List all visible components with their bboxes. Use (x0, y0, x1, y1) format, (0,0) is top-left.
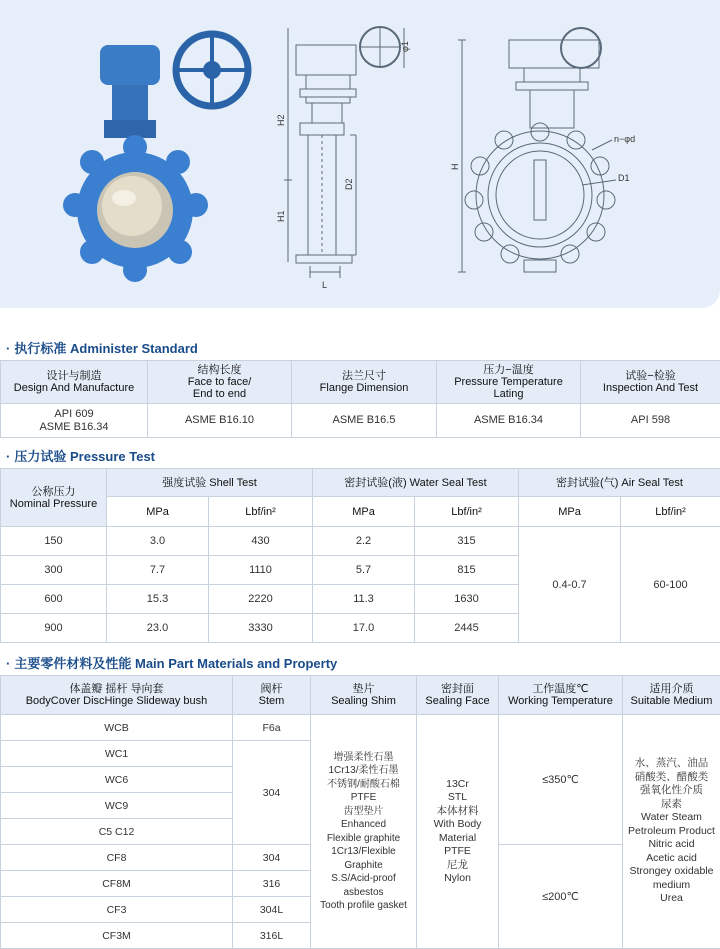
label-h: H (450, 164, 460, 171)
materials-header-row (1, 676, 720, 715)
valve-photo (63, 34, 248, 282)
standard-header-design: 设计与制造 Design And Manufacture (1, 361, 148, 404)
table-row (1, 527, 720, 556)
water-mpa-cell: 2.2 (313, 527, 415, 556)
standard-header-row (1, 361, 720, 404)
water-lbf-cell: 315 (415, 527, 519, 556)
pressure-unit-row (1, 497, 720, 527)
label-n-phi-d: n−φd (614, 134, 635, 144)
unit-air-mpa: MPa (519, 497, 621, 527)
shim-cell: 增强柔性石墨 1Cr13/柔性石墨 不锈钢/耐酸石棉 PTFE 齿型垫片 Enhanced Flexible graphite 1Cr13/Flexible Graphite S.S/Acid-proof asbestos Tooth profile gasket (311, 715, 417, 949)
standard-value-design: API 609 ASME B16.34 (1, 404, 148, 438)
body-cell: WC9 (1, 793, 233, 819)
standard-value-inspection: API 598 (581, 404, 720, 438)
pressure-section-title: · 压力试验 Pressure Test (6, 446, 155, 465)
materials-header-stem: 阀杆 Stem (233, 676, 311, 715)
standard-header-inspection: 试验−检验 Inspection And Test (581, 361, 720, 404)
body-cell: WC1 (1, 741, 233, 767)
bullet-dot: · (6, 341, 10, 356)
pressure-nominal-header: 公称压力 Nominal Pressure (1, 469, 107, 527)
materials-header-temp: 工作温度℃ Working Temperature (499, 676, 623, 715)
side-view-drawing (284, 27, 404, 278)
label-h1: H1 (276, 210, 286, 222)
standard-header-face: 结构长度 Face to face/ End to end (148, 361, 292, 404)
valve-illustration (0, 0, 720, 308)
unit-water-lbf: Lbf/in² (415, 497, 519, 527)
standard-value-row (1, 404, 720, 438)
unit-shell-mpa: MPa (107, 497, 209, 527)
shell-lbf-cell: 2220 (209, 585, 313, 614)
unit-shell-lbf: Lbf/in² (209, 497, 313, 527)
bullet-dot: · (6, 656, 10, 671)
standard-section-title: · 执行标准 Administer Standard (6, 338, 198, 357)
unit-air-lbf: Lbf/in² (621, 497, 720, 527)
water-lbf-cell: 1630 (415, 585, 519, 614)
body-cell: CF3M (1, 923, 233, 949)
label-h2: H2 (276, 114, 286, 126)
stem-cell: 316 (233, 871, 311, 897)
medium-cell: 水、蒸汽、油品 硝酸类、醋酸类 强氧化性介质 尿素 Water Steam Petroleum Product Nitric acid Acetic acid Strongey oxidable medium Urea (623, 715, 720, 949)
body-cell: CF8 (1, 845, 233, 871)
front-view-drawing (458, 28, 616, 272)
body-cell: WC6 (1, 767, 233, 793)
nominal-cell: 600 (1, 585, 107, 614)
stem-cell: 316L (233, 923, 311, 949)
standard-value-face: ASME B16.10 (148, 404, 292, 438)
drawing-panel (0, 0, 720, 308)
standard-header-pressure-temp: 压力−温度 Pressure Temperature Lating (437, 361, 581, 404)
shell-mpa-cell: 23.0 (107, 614, 209, 643)
air-mpa-cell: 0.4-0.7 (519, 527, 621, 643)
pressure-group-shell: 强度试验 Shell Test (107, 469, 313, 497)
nominal-cell: 900 (1, 614, 107, 643)
stem-cell: F6a (233, 715, 311, 741)
pressure-group-water: 密封试验(液) Water Seal Test (313, 469, 519, 497)
table-row (1, 715, 720, 741)
pressure-group-air: 密封试验(气) Air Seal Test (519, 469, 720, 497)
standard-value-flange: ASME B16.5 (292, 404, 437, 438)
shell-lbf-cell: 3330 (209, 614, 313, 643)
materials-section-title: · 主要零件材料及性能 Main Part Materials and Property (6, 653, 337, 672)
nominal-cell: 300 (1, 556, 107, 585)
nominal-cell: 150 (1, 527, 107, 556)
label-l: L (322, 280, 327, 290)
materials-header-medium: 适用介质 Suitable Medium (623, 676, 720, 715)
shell-mpa-cell: 3.0 (107, 527, 209, 556)
body-cell: WCB (1, 715, 233, 741)
shell-lbf-cell: 1110 (209, 556, 313, 585)
water-lbf-cell: 815 (415, 556, 519, 585)
label-d1: D1 (618, 173, 630, 183)
materials-header-shim: 垫片 Sealing Shim (311, 676, 417, 715)
label-phi1: φ1 (400, 41, 410, 52)
stem-cell: 304L (233, 897, 311, 923)
standard-header-flange: 法兰尺寸 Flange Dimension (292, 361, 437, 404)
shell-lbf-cell: 430 (209, 527, 313, 556)
body-cell: CF3 (1, 897, 233, 923)
pressure-group-row (1, 469, 720, 497)
water-mpa-cell: 11.3 (313, 585, 415, 614)
air-lbf-cell: 60-100 (621, 527, 720, 643)
stem-cell: 304 (233, 845, 311, 871)
temp-low-cell: ≤200℃ (499, 845, 623, 949)
bullet-dot: · (6, 449, 10, 464)
shell-mpa-cell: 7.7 (107, 556, 209, 585)
water-lbf-cell: 2445 (415, 614, 519, 643)
shell-mpa-cell: 15.3 (107, 585, 209, 614)
standard-value-pressure-temp: ASME B16.34 (437, 404, 581, 438)
unit-water-mpa: MPa (313, 497, 415, 527)
body-cell: CF8M (1, 871, 233, 897)
standard-table (0, 360, 720, 438)
pressure-table (0, 468, 720, 643)
water-mpa-cell: 17.0 (313, 614, 415, 643)
materials-header-face: 密封面 Sealing Face (417, 676, 499, 715)
face-cell: 13Cr STL 本体材料 With Body Material PTFE 尼龙 Nylon (417, 715, 499, 949)
label-d2: D2 (344, 178, 354, 190)
materials-table (0, 675, 720, 949)
body-cell: C5 C12 (1, 819, 233, 845)
water-mpa-cell: 5.7 (313, 556, 415, 585)
temp-high-cell: ≤350℃ (499, 715, 623, 845)
materials-header-body: 体盖瓣 摇杆 导向套 BodyCover DiscHinge Slideway bush (1, 676, 233, 715)
stem-cell: 304 (233, 741, 311, 845)
